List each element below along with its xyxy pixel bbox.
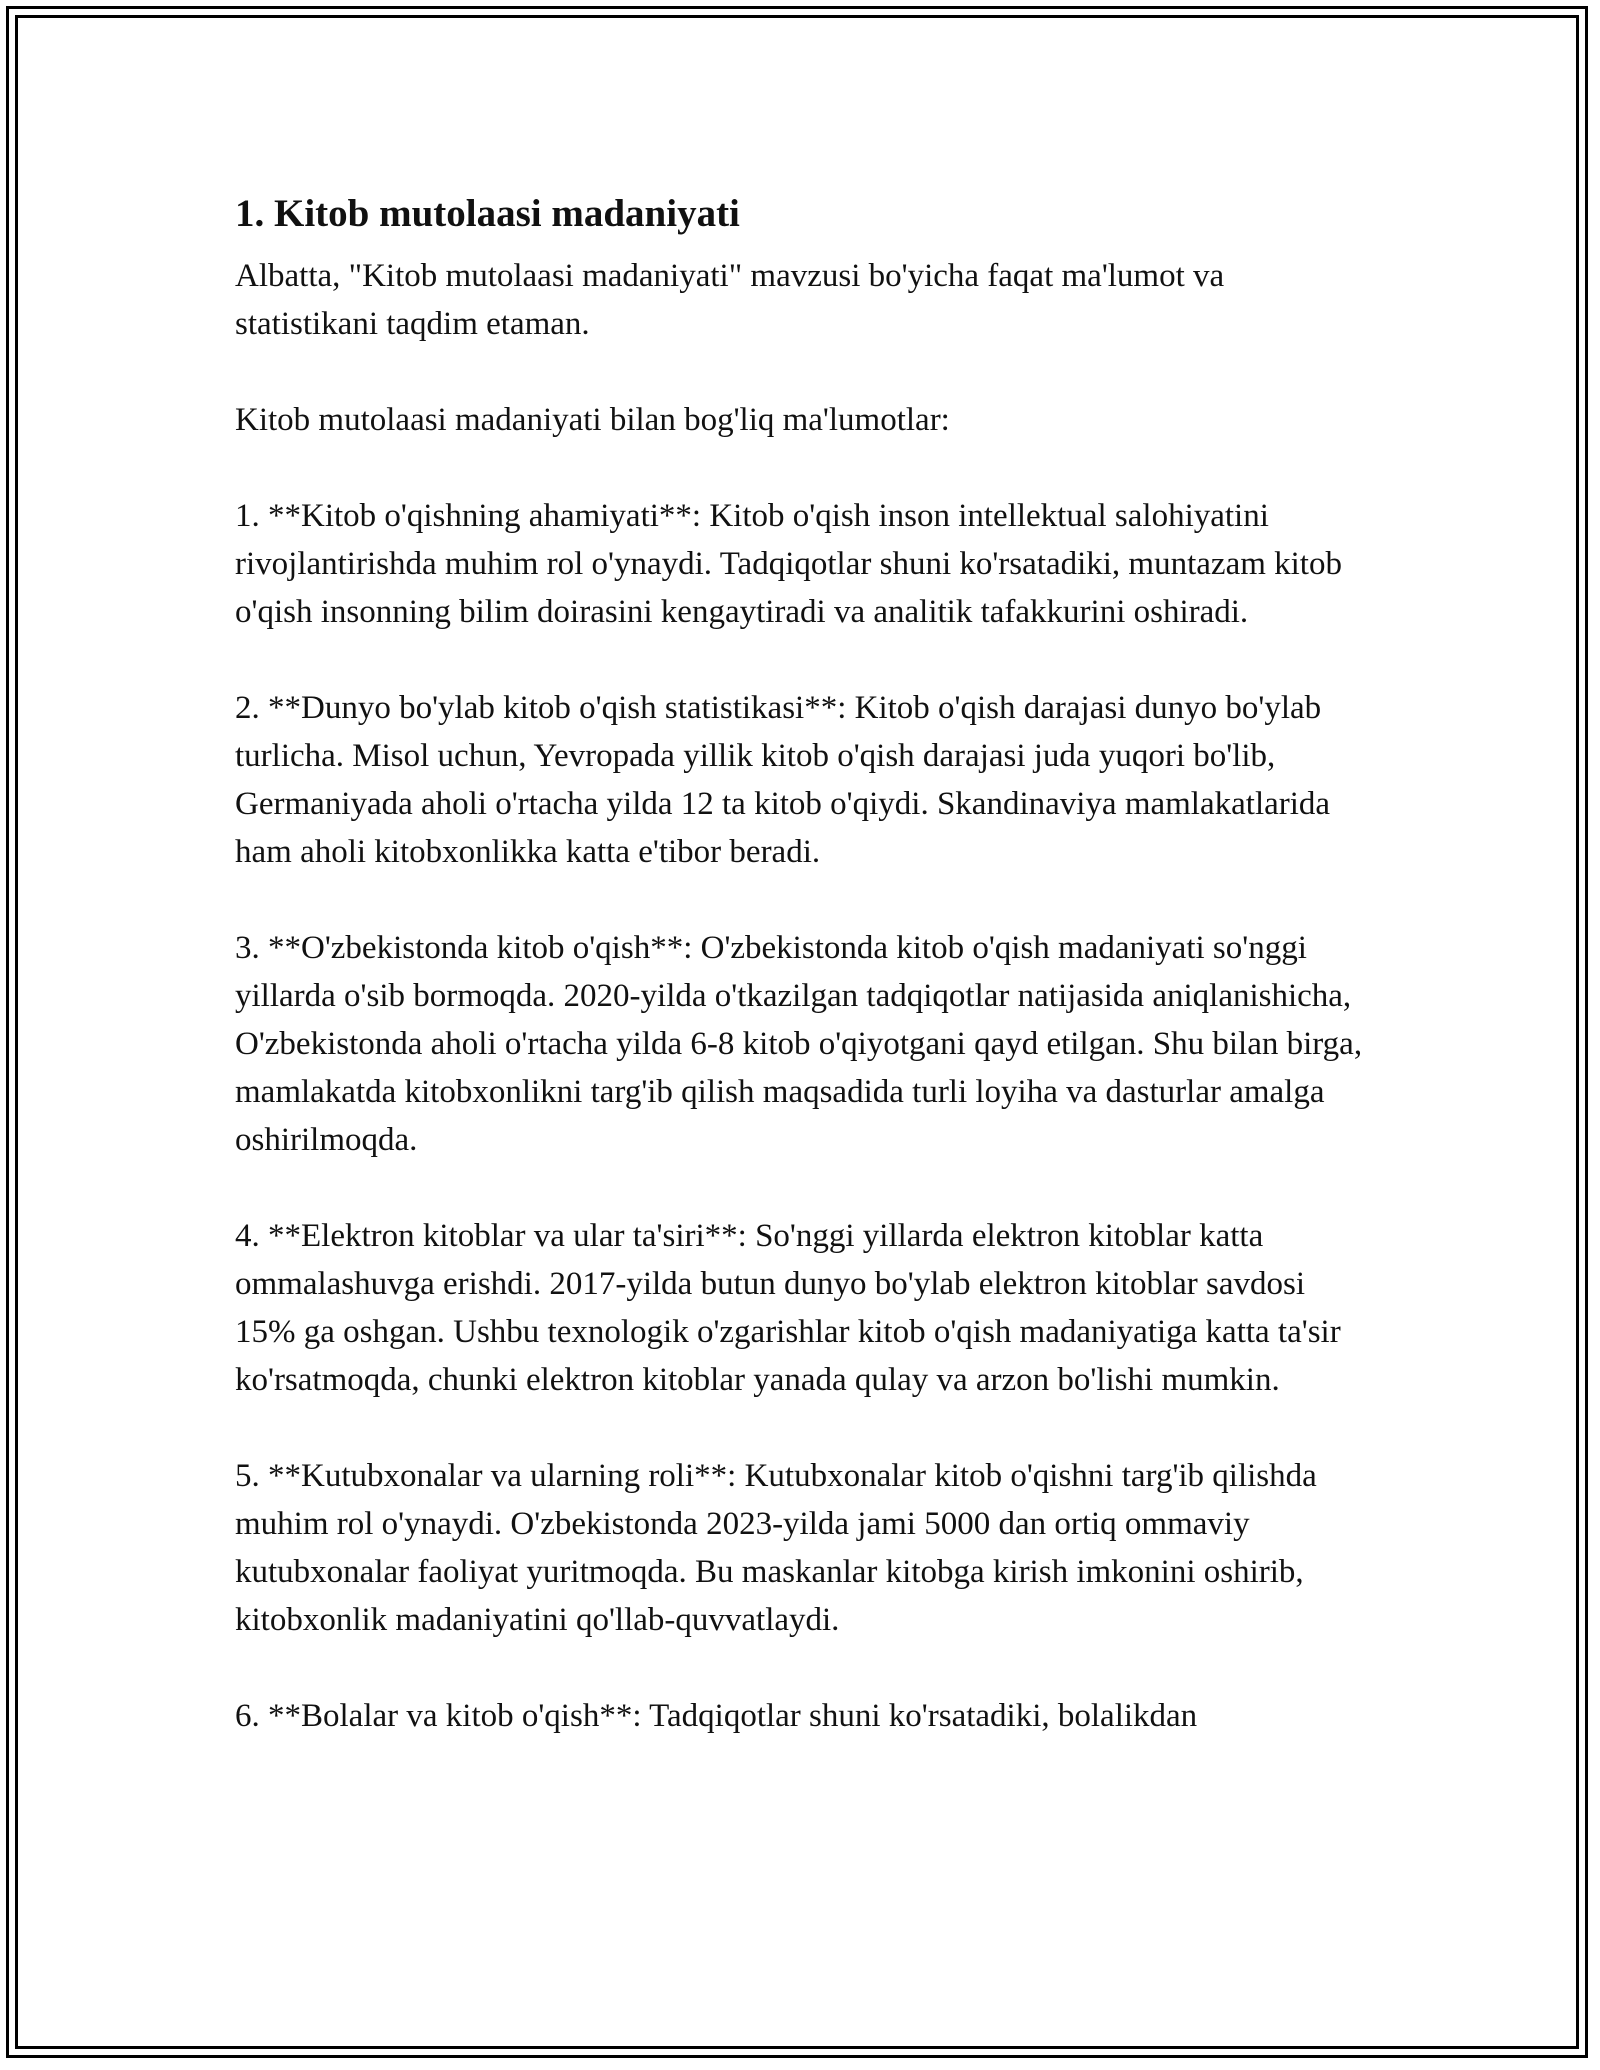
list-item-2: 2. **Dunyo bo'ylab kitob o'qish statistikasi**: Kitob o'qish darajasi dunyo bo'ylab turlicha. Misol uchun, Yevropada yillik kitob o'qish darajasi juda yuqori bo'lib, Germaniyada aholi o'rtacha yilda 12 ta kitob o'qiydi. Skandinaviya mamlakatlarida ham aholi kitobxonlikka katta e'tibor beradi. [235, 690, 1331, 870]
intro-paragraph: Albatta, "Kitob mutolaasi madaniyati" mavzusi bo'yicha faqat ma'lumot va statistikani taqdim etaman. [235, 258, 1225, 342]
document-title: 1. Kitob mutolaasi madaniyati [235, 192, 740, 235]
list-item-1: 1. **Kitob o'qishning ahamiyati**: Kitob o'qish inson intellektual salohiyatini rivojlantirishda muhim rol o'ynaydi. Tadqiqotlar shuni ko'rsatadiki, muntazam kitob o'qish insonning bilim doirasini kengaytiradi va analitik tafakkurini oshiradi. [235, 498, 1342, 630]
section-lead-paragraph: Kitob mutolaasi madaniyati bilan bog'liq ma'lumotlar: [235, 402, 950, 438]
list-item-3: 3. **O'zbekistonda kitob o'qish**: O'zbekistonda kitob o'qish madaniyati so'nggi yillarda o'sib bormoqda. 2020-yilda o'tkazilgan tadqiqotlar natijasida aniqlanishicha, O'zbekistonda aholi o'rtacha yilda 6-8 kitob o'qiyotgani qayd etilgan. Shu bilan birga, mamlakatda kitobxonlikni targ'ib qilish maqsadida turli loyiha va dasturlar amalga oshirilmoqda. [235, 930, 1363, 1158]
document-body [235, 188, 1365, 1788]
list-item-4: 4. **Elektron kitoblar va ular ta'siri**: So'nggi yillarda elektron kitoblar katta ommalashuvga erishdi. 2017-yilda butun dunyo bo'ylab elektron kitoblar savdosi 15% ga oshgan. Ushbu texnologik o'zgarishlar kitob o'qish madaniyatiga katta ta'sir ko'rsatmoqda, chunki elektron kitoblar yanada qulay va arzon bo'lishi mumkin. [235, 1218, 1341, 1398]
list-item-5: 5. **Kutubxonalar va ularning roli**: Kutubxonalar kitob o'qishni targ'ib qilishda muhim rol o'ynaydi. O'zbekistonda 2023-yilda jami 5000 dan ortiq ommaviy kutubxonalar faoliyat yuritmoqda. Bu maskanlar kitobga kirish imkonini oshirib, kitobxonlik madaniyatini qo'llab-quvvatlaydi. [235, 1458, 1317, 1638]
list-item-6: 6. **Bolalar va kitob o'qish**: Tadqiqotlar shuni ko'rsatadiki, bolalikdan [235, 1698, 1198, 1734]
